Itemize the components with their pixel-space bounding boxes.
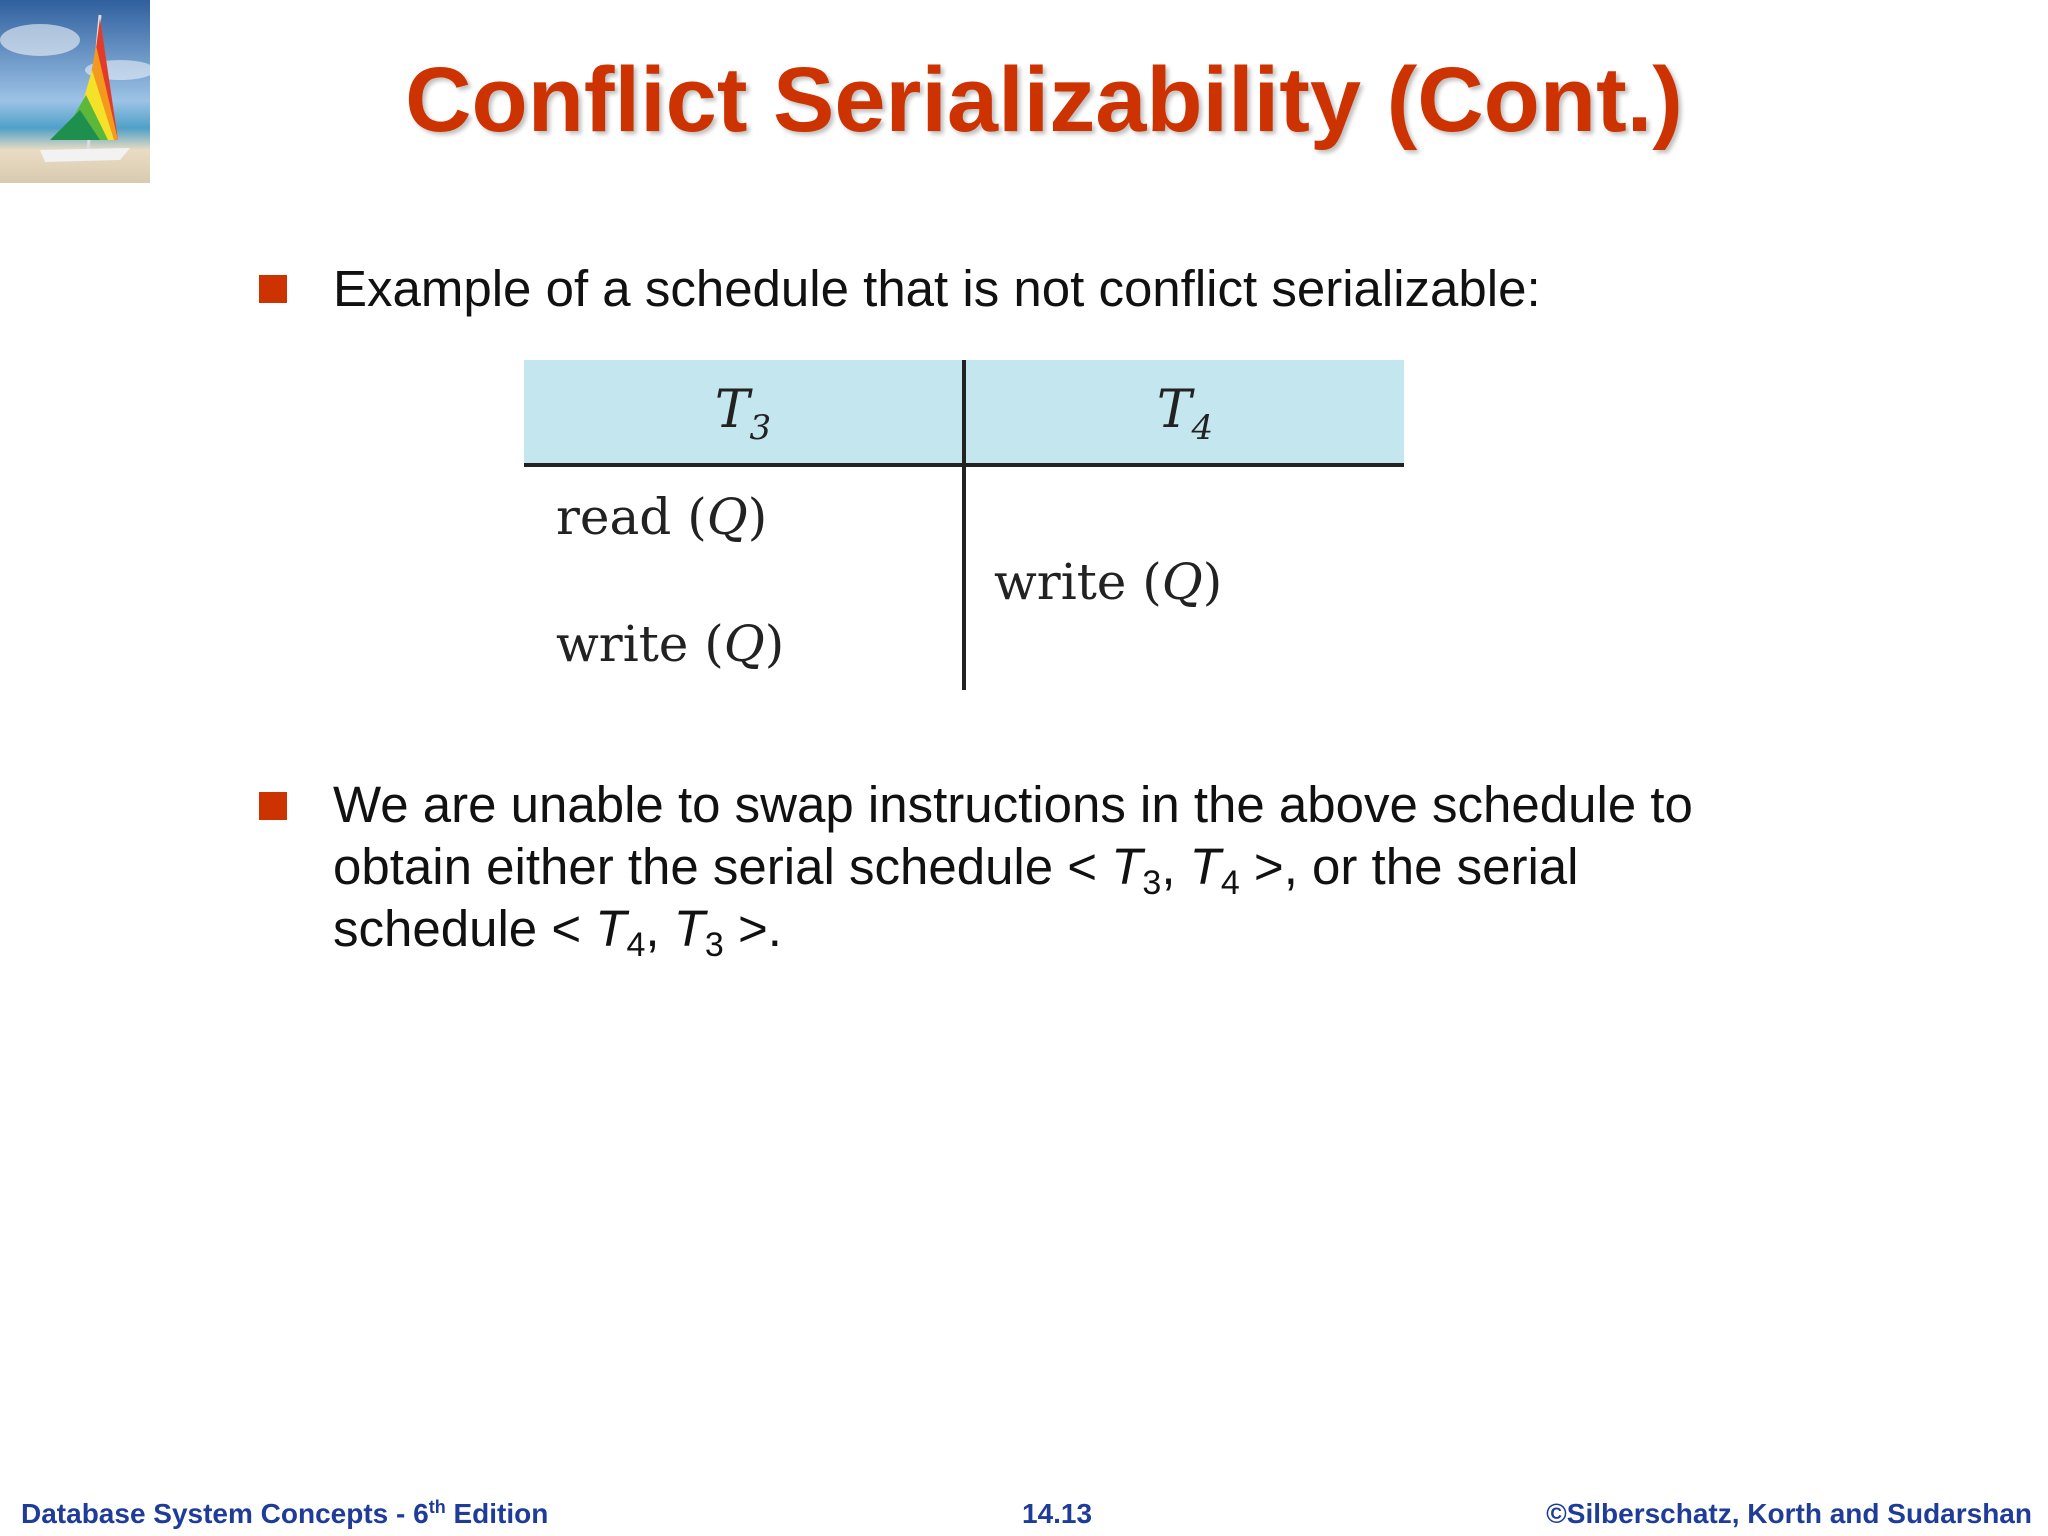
footer-book-title: Database System Concepts - 6th Edition [21,1497,549,1529]
bullet-marker-1 [259,275,287,303]
bullet-text-2 [333,774,1693,964]
op-read-q: read (Q) [556,488,768,546]
bullet-2-line-3: schedule < $T_4$, $T_3$ >. [333,900,782,964]
bullet-text-1: Example of a schedule that is not conflict serializable: [333,260,1541,317]
bullet-marker-2 [259,792,287,820]
op-write-q-t4: write (Q) [994,553,1223,611]
bullet-2-line-2: obtain either the serial schedule < $T_3$, $T_4$ >, or the serial [333,838,1579,902]
footer-slide-number: 14.13 [1022,1498,1093,1529]
schedule-table [524,360,1404,690]
header-t3: $T_3$ [714,380,772,448]
bullet-2-line-1: We are unable to swap instructions in the above schedule to [333,776,1693,833]
slide-title: Conflict Serializability (Cont.) [405,49,1683,151]
op-write-q-t3: write (Q) [556,615,785,673]
header-t4: $T_4$ [1156,380,1214,448]
footer-copyright: ©Silberschatz, Korth and Sudarshan [1546,1498,2032,1529]
